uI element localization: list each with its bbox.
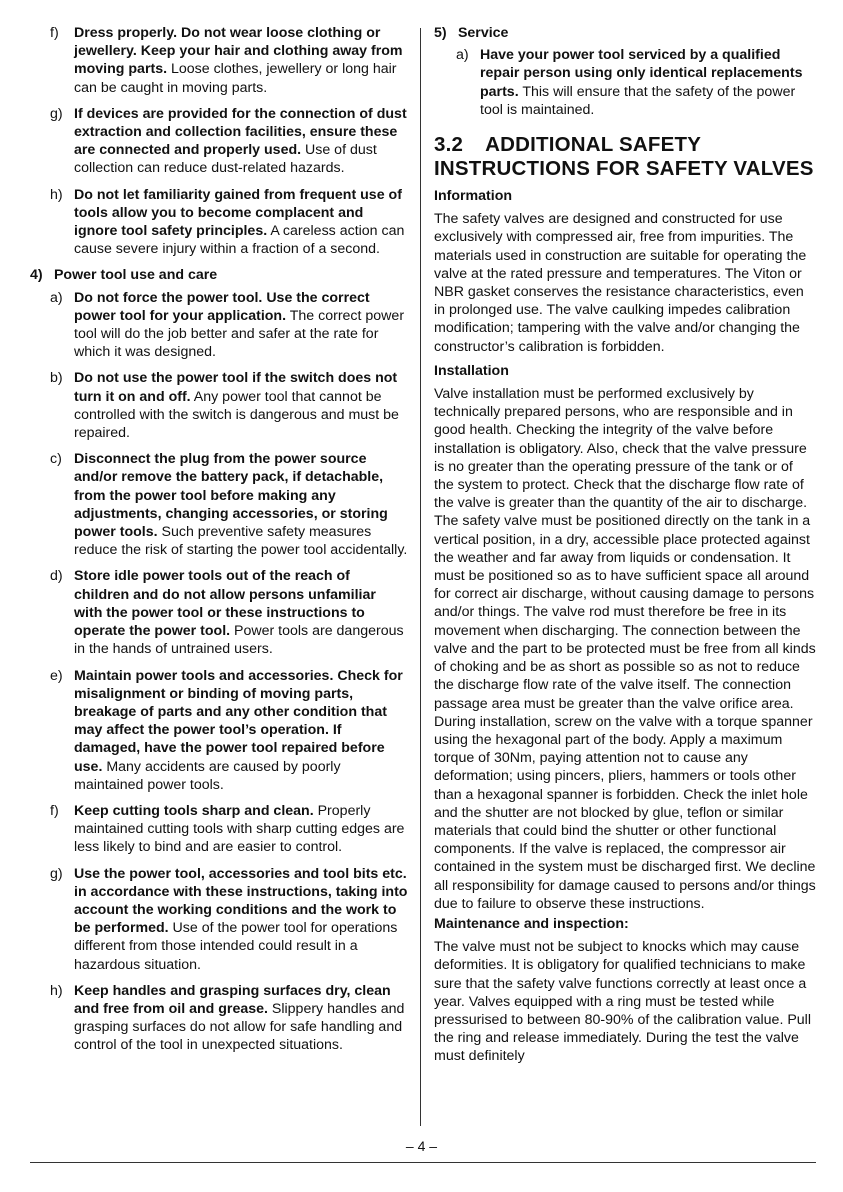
item-label: d) <box>50 568 63 585</box>
item-text: Any power tool that cannot be controlled with the switch is dangerous and must be repaired. <box>74 388 399 442</box>
maintenance-paragraph: The valve must not be subject to knocks which may cause deformities. It is obligatory for qualified technicians to make sure that the safety valve functions correctly at least once a year. Valves equipped with a ring must be tested while pressurised to between 80-90% of the calibration value. Pull the ring and release immediately. During the test the valve must definitely <box>434 939 811 1065</box>
list-item <box>30 982 408 1055</box>
item-label: g) <box>50 865 63 882</box>
list-item <box>30 802 408 857</box>
list-item <box>30 105 408 178</box>
list-item <box>30 567 408 658</box>
section-number: 5) <box>434 25 447 41</box>
chapter-title: ADDITIONAL SAFETY INSTRUCTIONS FOR SAFETY VALVES <box>434 133 814 181</box>
item-bold-text: Have your power tool serviced by a qualified repair person using only identical replacements parts. <box>480 47 803 100</box>
information-heading: Information <box>434 188 513 205</box>
item-text: Use of the power tool for operations different from those intended could result in a hazardous situation. <box>74 920 398 973</box>
maintenance-heading: Maintenance and inspection: <box>434 915 629 932</box>
list-item <box>30 667 408 794</box>
list-item <box>30 289 408 362</box>
section-number: 4) <box>30 267 43 284</box>
item-label: f) <box>50 802 59 819</box>
page-number: – 4 – <box>405 1138 438 1154</box>
item-bold-text: Do not force the power tool. Use the correct power tool for your application. <box>74 289 370 324</box>
item-bold-text: Use the power tool, accessories and tool bits etc. in accordance with these instructions, taking into account the working conditions and the work to be performed. <box>74 865 408 937</box>
item-label: e) <box>50 667 63 684</box>
list-item <box>30 450 408 559</box>
list-item <box>30 24 408 97</box>
item-bold-text: Disconnect the plug from the power source and/or remove the battery pack, if detachable, from the power tool before making any adjustments, changing accessories, or storing power tools. <box>74 451 388 541</box>
installation-heading: Installation <box>434 362 509 379</box>
item-text: Loose clothes, jewellery or long hair can be caught in moving parts. <box>74 61 397 96</box>
section-title: Service <box>457 25 509 41</box>
item-text: A careless action can cause severe injury within a fraction of a second. <box>74 223 405 258</box>
item-text: The correct power tool will do the job better and safer at the rate for which it was designed. <box>74 307 405 361</box>
section-heading-4 <box>30 266 408 284</box>
information-paragraph: The safety valves are designed and constructed for use exclusively with compressed air, free from impurities. The materials used in construction are suitable for operating the valve at the rated pressure and temperatures. The Viton or NBR gasket conserves the resistance characteristics, even in prolonged use. The valve caulking impedes calibration modification; tampering with the valve and/or changing the constructor’s calibration is forbidden. <box>434 211 807 355</box>
item-label: b) <box>50 370 63 387</box>
item-bold-text: Do not let familiarity gained from frequent use of tools allow you to become complacent and ignore tool safety principles. <box>74 186 402 240</box>
item-text: Use of dust collection can reduce dust-related hazards. <box>74 142 377 177</box>
item-bold-text: Do not use the power tool if the switch does not turn it on and off. <box>74 370 398 405</box>
item-bold-text: If devices are provided for the connection of dust extraction and collection facilities, ensure these are connected and properly used. <box>74 105 407 159</box>
item-label: f) <box>50 25 59 41</box>
installation-paragraph: Valve installation must be performed exclusively by technically prepared persons, who are responsible and in good health. Checking the integrity of the valve before installation is obligatory. Also, check that the valve pressure is no greater than the operating pressure of the tank or of the system to protect. Check that the discharge flow rate of the valve is greater than the quantity of the air to discharge. The safety valve must be positioned directly on the tank in a vertical position, in a dry, accessible place protected against the weather and far away from liquids or condensation. It must be positioned so as to have sufficient space all around for correct air discharge, without causing damage to persons and/or things. The valve rod must therefore be free in its movement when discharging. The connection between the valve and the part to be protected must be free from all kinds of choking and be as short as possible so as not to reduce the discharge flow rate of the valve itself. The connection passage area must be greater than the valve orifice area. During installation, screw on the valve with a torque spanner using the hexagonal part of the body. Apply a maximum torque of 30Nm, paying attention not to cause any deformation; using pincers, pliers, hammers or tools other than a hexagonal spanner is forbidden. Check the inlet hole and the shutter are not blocked by glue, teflon or similar materials that could bind the shutter or other functional components. If the valve is replaced, the compressor air contained in the system must be discharged first. We decline all responsibility for damage caused to persons and/or things due to failure to observe these instructions. <box>434 386 816 912</box>
list-item <box>434 46 816 119</box>
chapter-number: 3.2 <box>434 133 464 157</box>
item-label: a) <box>50 289 63 306</box>
item-label: a) <box>456 47 469 64</box>
item-bold-text: Dress properly. Do not wear loose clothing or jewellery. Keep your hair and clothing away from moving parts. <box>74 25 403 78</box>
list-item <box>30 369 408 442</box>
item-text: Power tools are dangerous in the hands of untrained users. <box>74 623 404 658</box>
chapter-heading <box>434 133 816 181</box>
item-label: c) <box>50 451 62 468</box>
item-bold-text: Keep cutting tools sharp and clean. <box>74 802 314 819</box>
item-bold-text: Keep handles and grasping surfaces dry, clean and free from oil and grease. <box>74 982 391 1017</box>
item-text: Such preventive safety measures reduce the risk of starting the power tool accidentally. <box>74 524 408 559</box>
item-text: Properly maintained cutting tools with sharp cutting edges are less likely to bind and are easier to control. <box>74 802 405 856</box>
footer-rule <box>30 1162 816 1163</box>
item-bold-text: Store idle power tools out of the reach of children and do not allow persons unfamiliar with the power tool or these instructions to operate the power tool. <box>74 568 376 640</box>
section-title: Power tool use and care <box>53 267 218 284</box>
right-column <box>434 24 816 1072</box>
item-text: Many accidents are caused by poorly maintained power tools. <box>74 758 341 793</box>
left-column <box>30 24 408 1063</box>
item-text: Slippery handles and grasping surfaces do not allow for safe handling and control of the tool in unexpected situations. <box>74 1000 405 1054</box>
column-divider <box>420 28 421 1126</box>
item-label: h) <box>50 186 63 203</box>
item-label: g) <box>50 105 63 122</box>
list-item <box>30 865 408 974</box>
list-item <box>30 186 408 259</box>
item-label: h) <box>50 982 63 999</box>
section-heading-5 <box>434 24 816 42</box>
item-text: This will ensure that the safety of the power tool is maintained. <box>480 83 796 118</box>
item-bold-text: Maintain power tools and accessories. Check for misalignment or binding of moving parts, breakage of parts and any other condition that may affect the power tool’s operation. If damaged, have the power tool repaired before use. <box>74 667 403 775</box>
